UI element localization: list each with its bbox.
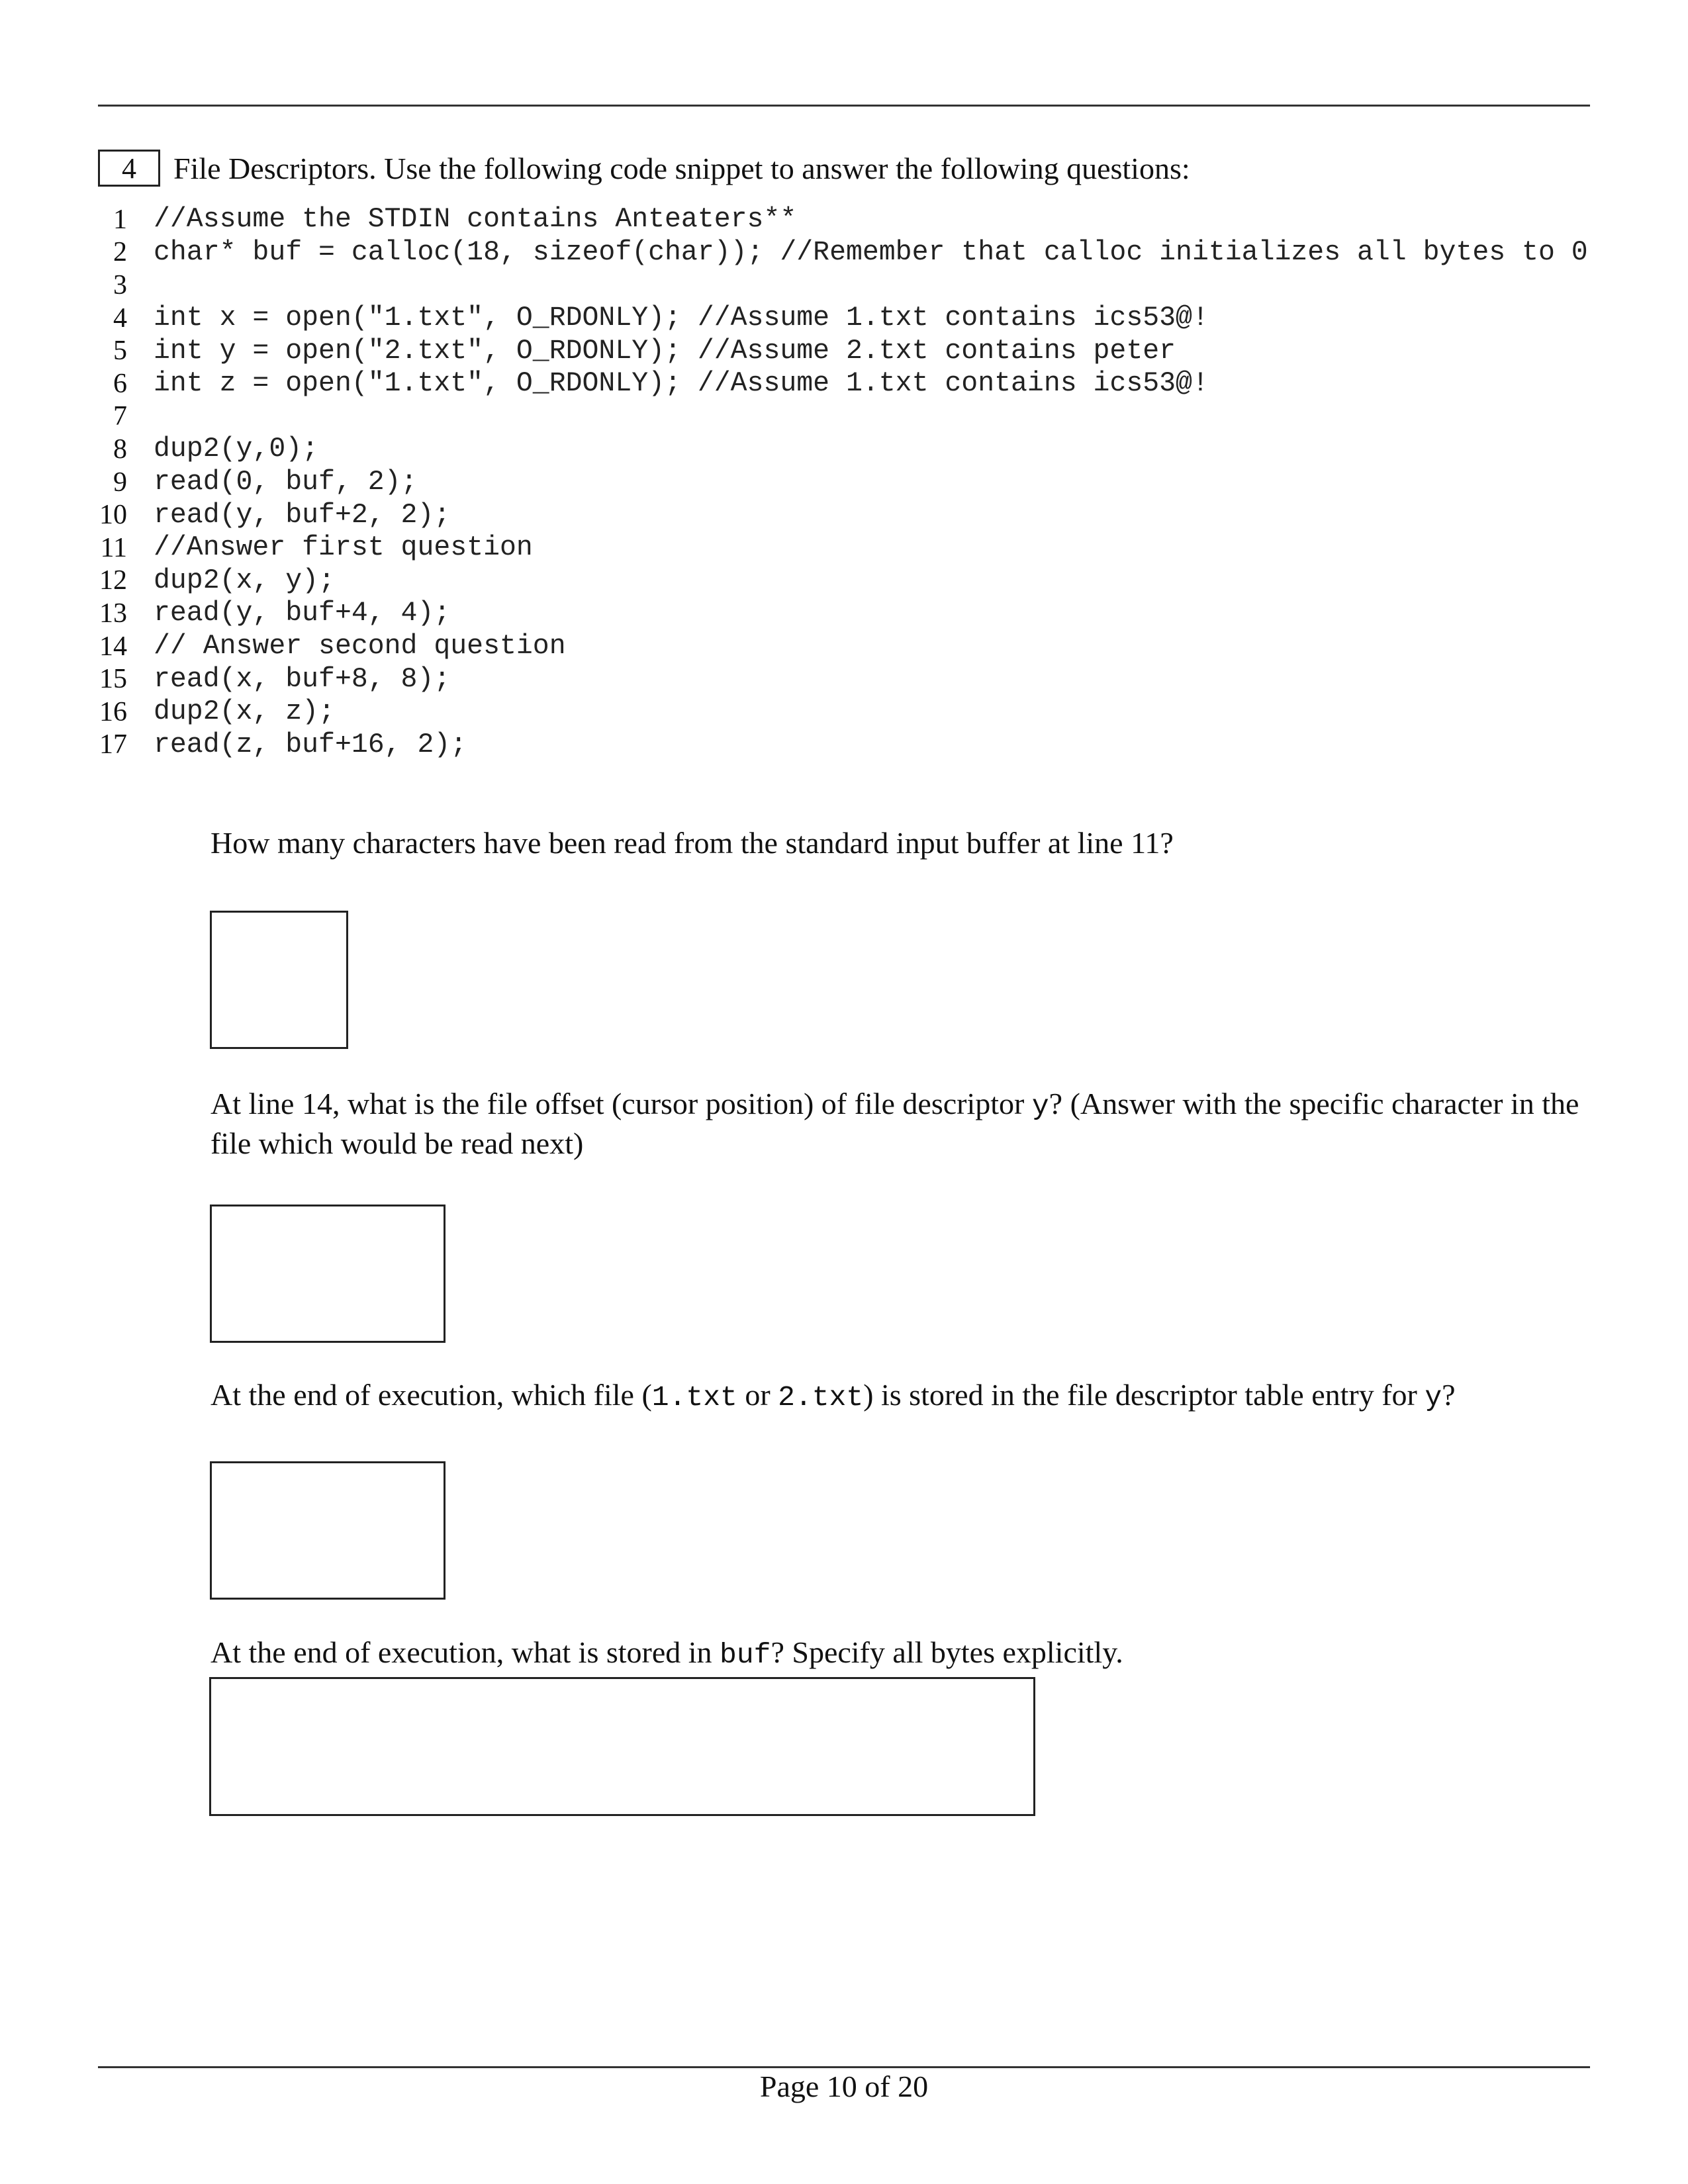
code-text: int z = open("1.txt", O_RDONLY); //Assume 1.txt contains ics53@! bbox=[154, 368, 1209, 400]
line-number: 11 bbox=[100, 532, 127, 563]
code-text: dup2(x, y); bbox=[154, 565, 335, 596]
code-line bbox=[98, 662, 1588, 696]
line-number: 12 bbox=[99, 565, 127, 596]
line-number: 9 bbox=[113, 467, 127, 498]
code-line bbox=[98, 498, 1588, 531]
code-line bbox=[98, 630, 1588, 663]
code-line bbox=[98, 269, 1588, 302]
line-number: 5 bbox=[113, 336, 127, 367]
code-line bbox=[98, 466, 1588, 499]
code-line bbox=[98, 302, 1588, 335]
code-line bbox=[98, 334, 1588, 367]
question-title: File Descriptors. Use the following code snippet to answer the following questions: bbox=[173, 151, 1190, 185]
answer-box-2[interactable] bbox=[210, 1205, 445, 1343]
line-number: 15 bbox=[99, 664, 127, 695]
code-text: read(x, buf+8, 8); bbox=[154, 663, 451, 695]
code-line bbox=[98, 696, 1588, 729]
line-number: 10 bbox=[99, 500, 127, 531]
code-text: dup2(x, z); bbox=[154, 696, 335, 728]
answer-box-4[interactable] bbox=[209, 1677, 1035, 1816]
code-text: char* buf = calloc(18, sizeof(char)); //Remember that calloc initializes all bytes to 0 bbox=[154, 236, 1588, 268]
code-text: // Answer second question bbox=[154, 631, 566, 662]
page-footer: Page 10 of 20 bbox=[759, 2070, 929, 2103]
code-text: int x = open("1.txt", O_RDONLY); //Assume 1.txt contains ics53@! bbox=[154, 302, 1209, 334]
code-text: //Assume the STDIN contains Anteaters** bbox=[154, 204, 797, 236]
bottom-rule bbox=[98, 2066, 1590, 2068]
code-line bbox=[98, 531, 1588, 565]
code-text: //Answer first question bbox=[154, 532, 533, 564]
question-number-box: 4 bbox=[98, 150, 160, 187]
line-number: 3 bbox=[113, 269, 127, 300]
top-rule bbox=[98, 105, 1590, 107]
line-number: 13 bbox=[99, 598, 127, 629]
answer-box-1[interactable] bbox=[210, 911, 348, 1049]
code-line bbox=[98, 236, 1588, 269]
line-number: 6 bbox=[113, 368, 127, 399]
question-1-text: How many characters have been read from the standard input buffer at line 11? bbox=[211, 826, 1174, 860]
code-line bbox=[98, 729, 1588, 762]
answer-box-3[interactable] bbox=[210, 1461, 445, 1600]
line-number: 14 bbox=[99, 631, 127, 662]
line-number: 7 bbox=[113, 401, 127, 432]
line-number: 2 bbox=[113, 237, 127, 268]
code-text: dup2(y,0); bbox=[154, 433, 319, 465]
code-snippet bbox=[98, 203, 1588, 761]
code-line bbox=[98, 433, 1588, 466]
code-text: read(z, buf+16, 2); bbox=[154, 729, 467, 760]
code-text: read(y, buf+4, 4); bbox=[154, 598, 451, 629]
code-line bbox=[98, 597, 1588, 630]
line-number: 16 bbox=[99, 696, 127, 727]
code-line bbox=[98, 565, 1588, 598]
line-number: 17 bbox=[99, 729, 127, 760]
question-3-text: At the end of execution, which file (1.txt or 2.txt) is stored in the file descriptor table entry for y? bbox=[211, 1378, 1456, 1414]
code-line bbox=[98, 203, 1588, 236]
question-4-text: At the end of execution, what is stored in buf? Specify all bytes explicitly. bbox=[211, 1635, 1123, 1671]
line-number: 4 bbox=[113, 302, 127, 334]
code-text: read(y, buf+2, 2); bbox=[154, 499, 451, 531]
line-number: 1 bbox=[113, 204, 127, 235]
code-line bbox=[98, 367, 1588, 400]
question-2-text: At line 14, what is the file offset (cursor position) of file descriptor y? (Answer with the specific character in the file which would be read next) bbox=[211, 1087, 1579, 1160]
code-text: read(0, buf, 2); bbox=[154, 467, 418, 498]
code-text: int y = open("2.txt", O_RDONLY); //Assume 2.txt contains peter bbox=[154, 335, 1176, 367]
code-line bbox=[98, 400, 1588, 433]
line-number: 8 bbox=[113, 433, 127, 465]
question-header bbox=[98, 148, 1190, 188]
